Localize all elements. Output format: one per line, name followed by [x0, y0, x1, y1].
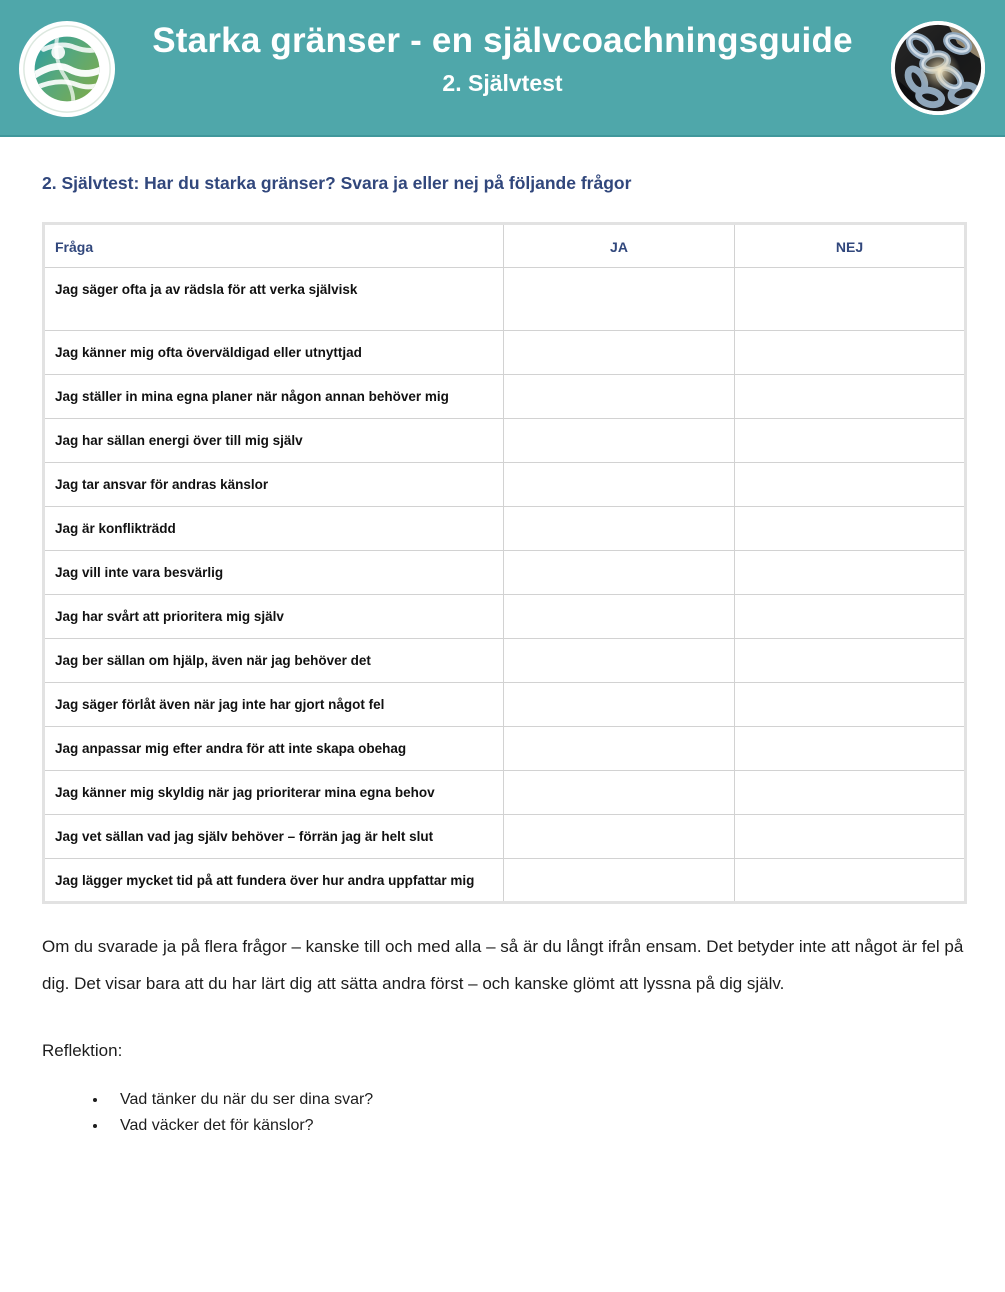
nej-answer-cell[interactable]: [735, 507, 966, 551]
chains-photo: [889, 19, 987, 117]
document-body: [0, 173, 1005, 1199]
nej-answer-cell[interactable]: [735, 639, 966, 683]
ja-answer-cell[interactable]: [504, 771, 735, 815]
question-text: Jag vet sällan vad jag själv behöver – förrän jag är helt slut: [44, 815, 504, 859]
ja-answer-cell[interactable]: [504, 507, 735, 551]
question-text: Jag säger ofta ja av rädsla för att verka självisk: [44, 268, 504, 331]
question-text: Jag känner mig skyldig när jag prioriterar mina egna behov: [44, 771, 504, 815]
table-row: [44, 595, 966, 639]
table-row: [44, 551, 966, 595]
page-title: Starka gränser - en självcoachningsguide: [152, 20, 853, 60]
table-row: [44, 771, 966, 815]
ja-answer-cell[interactable]: [504, 331, 735, 375]
nej-answer-cell[interactable]: [735, 859, 966, 903]
nej-answer-cell[interactable]: [735, 463, 966, 507]
ja-answer-cell[interactable]: [504, 375, 735, 419]
nej-answer-cell[interactable]: [735, 268, 966, 331]
column-header-nej: NEJ: [735, 224, 966, 268]
ja-answer-cell[interactable]: [504, 727, 735, 771]
ja-answer-cell[interactable]: [504, 815, 735, 859]
nej-answer-cell[interactable]: [735, 331, 966, 375]
reflection-list: [42, 1087, 965, 1139]
ja-answer-cell[interactable]: [504, 268, 735, 331]
ja-answer-cell[interactable]: [504, 639, 735, 683]
question-text: Jag säger förlåt även när jag inte har gjort något fel: [44, 683, 504, 727]
reflection-label: Reflektion:: [42, 1040, 123, 1060]
table-row: [44, 859, 966, 903]
table-row: [44, 375, 966, 419]
nej-answer-cell[interactable]: [735, 419, 966, 463]
column-header-ja: JA: [504, 224, 735, 268]
question-text: Jag tar ansvar för andras känslor: [44, 463, 504, 507]
nej-answer-cell[interactable]: [735, 683, 966, 727]
selftest-table: [42, 222, 967, 904]
page-header: [0, 0, 1005, 137]
question-text: Jag har svårt att prioritera mig själv: [44, 595, 504, 639]
table-header-row: [44, 224, 966, 268]
question-text: Jag ställer in mina egna planer när någon annan behöver mig: [44, 375, 504, 419]
ja-answer-cell[interactable]: [504, 419, 735, 463]
column-header-fraga: Fråga: [44, 224, 504, 268]
table-row: [44, 268, 966, 331]
table-row: [44, 639, 966, 683]
table-row: [44, 507, 966, 551]
ja-answer-cell[interactable]: [504, 683, 735, 727]
nej-answer-cell[interactable]: [735, 595, 966, 639]
table-row: [44, 331, 966, 375]
table-row: [44, 419, 966, 463]
nej-answer-cell[interactable]: [735, 551, 966, 595]
reflection-item: • Vad väcker det för känslor?: [108, 1113, 965, 1139]
ja-answer-cell[interactable]: [504, 463, 735, 507]
ja-answer-cell[interactable]: [504, 595, 735, 639]
ja-answer-cell[interactable]: [504, 859, 735, 903]
header-titles: [116, 21, 889, 115]
question-text: Jag känner mig ofta överväldigad eller utnyttjad: [44, 331, 504, 375]
nej-answer-cell[interactable]: [735, 375, 966, 419]
table-row: [44, 683, 966, 727]
globe-logo-icon: [18, 20, 116, 118]
question-text: Jag vill inte vara besvärlig: [44, 551, 504, 595]
table-row: [44, 727, 966, 771]
table-row: [44, 463, 966, 507]
nej-answer-cell[interactable]: [735, 815, 966, 859]
question-text: Jag är konflikträdd: [44, 507, 504, 551]
page-subtitle: 2. Självtest: [442, 69, 563, 96]
question-table-body: [44, 268, 966, 903]
table-row: [44, 815, 966, 859]
ja-answer-cell[interactable]: [504, 551, 735, 595]
outro-paragraph: Om du svarade ja på flera frågor – kanske till och med alla – så är du långt ifrån ensam. Det betyder inte att något är fel på dig. Det visar bara att du har lärt dig att sätta andra först – och kanske glömt att lyssna på dig själv.: [42, 937, 964, 994]
question-text: Jag ber sällan om hjälp, även när jag behöver det: [44, 639, 504, 683]
question-text: Jag har sällan energi över till mig själv: [44, 419, 504, 463]
question-text: Jag lägger mycket tid på att fundera över hur andra uppfattar mig: [44, 859, 504, 903]
nej-answer-cell[interactable]: [735, 771, 966, 815]
section-heading: 2. Självtest: Har du starka gränser? Svara ja eller nej på följande frågor: [42, 173, 632, 193]
question-text: Jag anpassar mig efter andra för att inte skapa obehag: [44, 727, 504, 771]
reflection-item: • Vad tänker du när du ser dina svar?: [108, 1087, 965, 1113]
nej-answer-cell[interactable]: [735, 727, 966, 771]
